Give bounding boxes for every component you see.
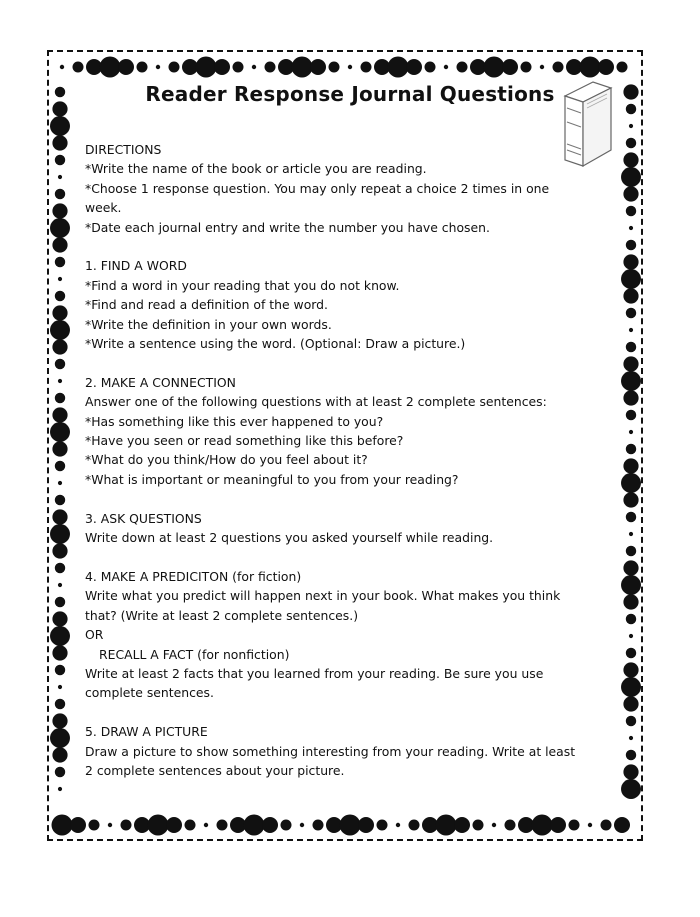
directions-section: [85, 140, 605, 237]
section-ask-questions: [85, 509, 605, 548]
section-make-a-connection: [85, 373, 605, 489]
section-line: 2 complete sentences about your picture.: [85, 762, 345, 778]
section-line: *Find and read a definition of the word.: [85, 297, 328, 313]
or-label: OR: [85, 627, 104, 643]
section-line: *Write the definition in your own words.: [85, 316, 332, 332]
section-find-a-word: [85, 256, 605, 353]
journal-content: [85, 140, 605, 780]
section-heading: 5. DRAW A PICTURE: [85, 724, 208, 740]
section-line: complete sentences.: [85, 685, 214, 701]
section-make-a-prediction: [85, 567, 605, 703]
section-line: *What is important or meaningful to you from your reading?: [85, 471, 459, 487]
section-line: *Has something like this ever happened to you?: [85, 413, 384, 429]
directions-line: *Date each journal entry and write the number you have chosen.: [85, 219, 490, 235]
section-line: *Have you seen or read something like this before?: [85, 433, 404, 449]
section-heading: 4. MAKE A PREDICITON (for fiction): [85, 568, 302, 584]
section-line: that? (Write at least 2 complete sentences.): [85, 607, 359, 623]
section-line: Write what you predict will happen next in your book. What makes you think: [85, 588, 561, 604]
directions-heading: DIRECTIONS: [85, 142, 162, 157]
directions-line: *Choose 1 response question. You may only repeat a choice 2 times in one: [85, 180, 550, 196]
section-heading: 1. FIND A WORD: [85, 258, 187, 274]
directions-line: week.: [85, 200, 122, 216]
alt-heading: RECALL A FACT (for nonfiction): [99, 646, 290, 662]
section-heading: 3. ASK QUESTIONS: [85, 510, 202, 526]
section-draw-a-picture: [85, 722, 605, 780]
section-line: *What do you think/How do you feel about it?: [85, 452, 368, 468]
page-title: Reader Response Journal Questions: [145, 82, 555, 106]
section-heading: 2. MAKE A CONNECTION: [85, 374, 236, 390]
section-line: *Write a sentence using the word. (Optional: Draw a picture.): [85, 336, 466, 352]
section-line: *Find a word in your reading that you do not know.: [85, 277, 400, 293]
section-line: Write down at least 2 questions you asked yourself while reading.: [85, 530, 494, 546]
section-line: Draw a picture to show something interesting from your reading. Write at least: [85, 743, 576, 759]
directions-line: *Write the name of the book or article you are reading.: [85, 161, 427, 177]
section-line: Answer one of the following questions with at least 2 complete sentences:: [85, 394, 547, 410]
section-line: Write at least 2 facts that you learned from your reading. Be sure you use: [85, 665, 544, 681]
